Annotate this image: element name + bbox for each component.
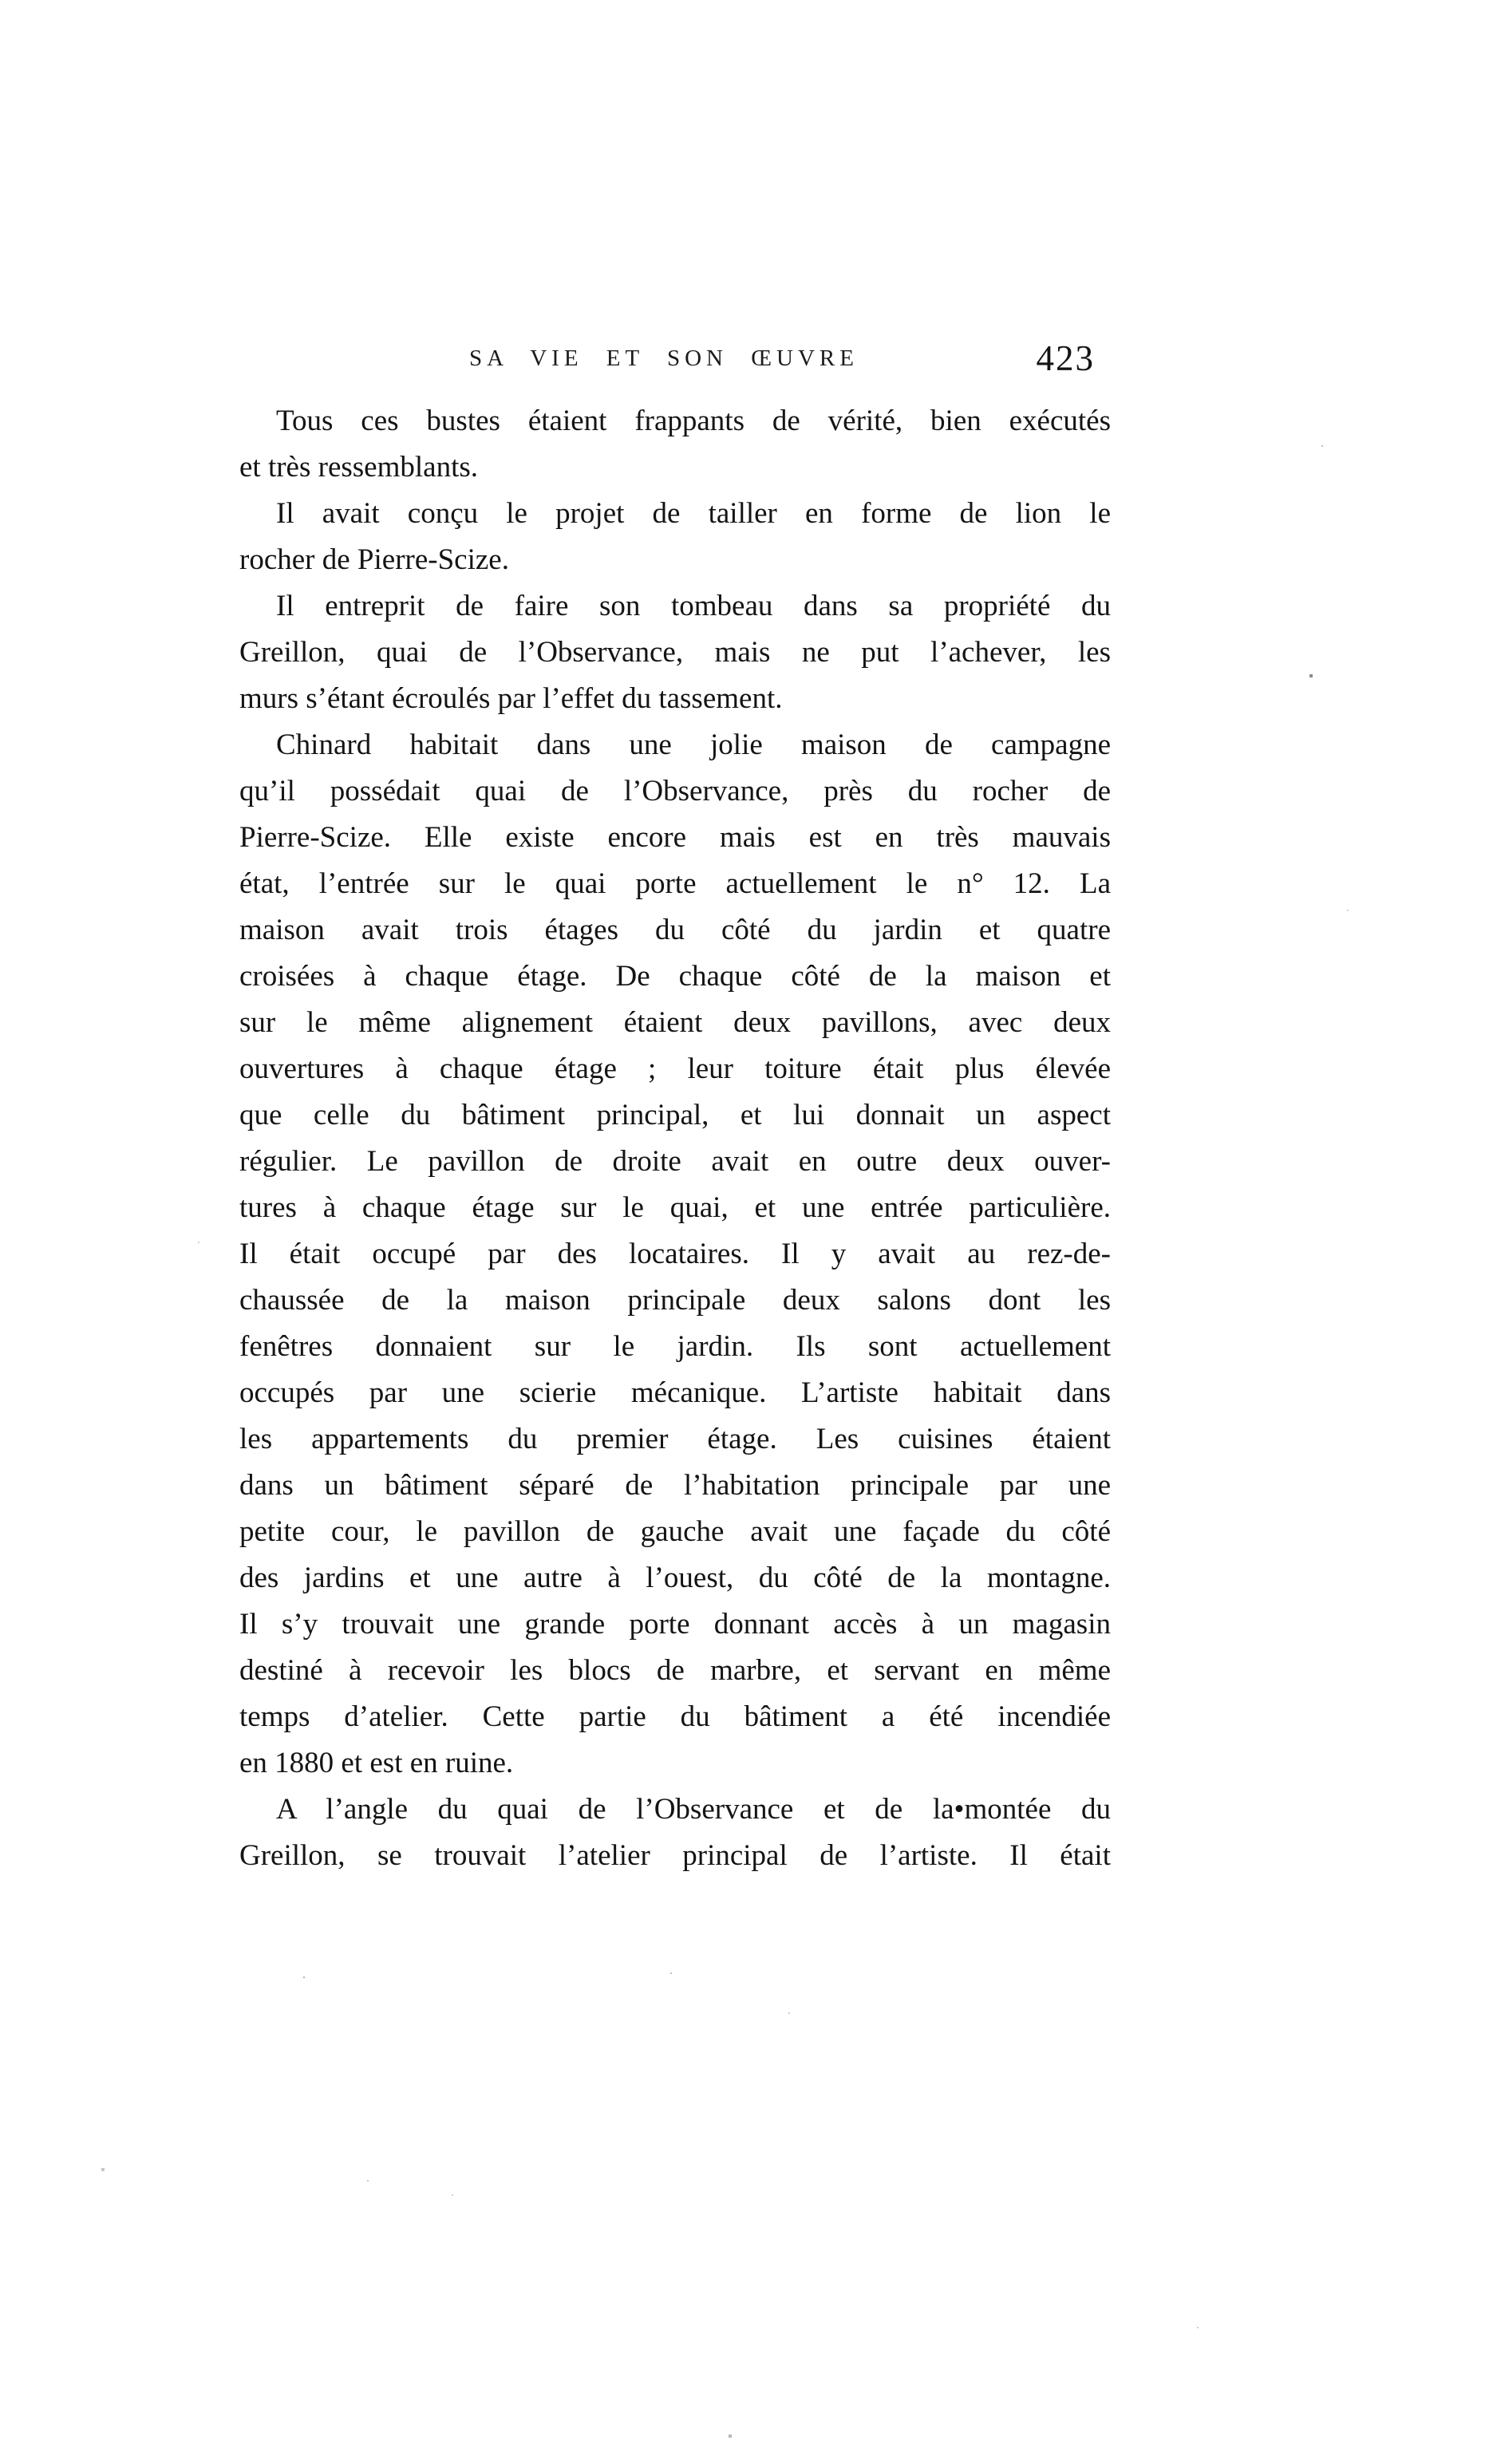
text-line: occupés par une scierie mécanique. L’artiste habitait dans xyxy=(239,1376,1111,1409)
text-line: chaussée de la maison principale deux salons dont les xyxy=(239,1284,1111,1317)
page-header xyxy=(239,338,1111,382)
running-title: SA VIE ET SON ŒUVRE xyxy=(469,346,859,371)
text-line: des jardins et une autre à l’ouest, du côté de la montagne. xyxy=(239,1562,1111,1594)
paragraph xyxy=(239,583,1111,722)
text-line: régulier. Le pavillon de droite avait en outre deux ouver- xyxy=(239,1145,1111,1178)
text-line: que celle du bâtiment principal, et lui donnait un aspect xyxy=(239,1099,1111,1131)
text-line: Il était occupé par des locataires. Il y avait au rez-de- xyxy=(239,1238,1111,1270)
text-line: murs s’étant écroulés par l’effet du tassement. xyxy=(239,682,783,715)
page-body xyxy=(239,398,1111,1879)
scan-speckles xyxy=(0,0,2,2)
text-line: Greillon, quai de l’Observance, mais ne put l’achever, les xyxy=(239,636,1111,669)
text-line: les appartements du premier étage. Les cuisines étaient xyxy=(239,1423,1111,1455)
paragraph xyxy=(239,398,1111,491)
text-line: en 1880 et est en ruine. xyxy=(239,1747,514,1779)
text-line: maison avait trois étages du côté du jardin et quatre xyxy=(239,914,1111,946)
text-line: rocher de Pierre-Scize. xyxy=(239,543,509,576)
text-line: qu’il possédait quai de l’Observance, près du rocher de xyxy=(239,775,1111,808)
text-line: ouvertures à chaque étage ; leur toiture était plus élevée xyxy=(239,1052,1111,1085)
text-line: sur le même alignement étaient deux pavillons, avec deux xyxy=(239,1006,1111,1039)
page-number: 423 xyxy=(1036,338,1095,378)
text-line: destiné à recevoir les blocs de marbre, et servant en même xyxy=(239,1654,1111,1687)
paragraph xyxy=(239,1787,1111,1879)
text-line: Il s’y trouvait une grande porte donnant accès à un magasin xyxy=(239,1608,1111,1641)
text-line: dans un bâtiment séparé de l’habitation principale par une xyxy=(239,1469,1111,1502)
text-line: Tous ces bustes étaient frappants de vérité, bien exécutés xyxy=(276,405,1111,437)
text-line: petite cour, le pavillon de gauche avait une façade du côté xyxy=(239,1515,1111,1548)
text-line: Chinard habitait dans une jolie maison de campagne xyxy=(276,729,1111,761)
text-line: tures à chaque étage sur le quai, et une entrée particulière. xyxy=(239,1191,1111,1224)
text-line: et très ressemblants. xyxy=(239,451,478,484)
paragraph xyxy=(239,491,1111,583)
text-line: A l’angle du quai de l’Observance et de la•montée du xyxy=(276,1793,1111,1826)
text-line: état, l’entrée sur le quai porte actuellement le n° 12. La xyxy=(239,867,1111,900)
text-column xyxy=(239,338,1111,1879)
paragraph xyxy=(239,722,1111,1787)
text-line: Il entreprit de faire son tombeau dans sa propriété du xyxy=(276,590,1111,622)
text-line: croisées à chaque étage. De chaque côté de la maison et xyxy=(239,960,1111,993)
text-line: Pierre-Scize. Elle existe encore mais est en très mauvais xyxy=(239,821,1111,854)
text-line: Il avait conçu le projet de tailler en forme de lion le xyxy=(276,497,1111,530)
text-line: Greillon, se trouvait l’atelier principal de l’artiste. Il était xyxy=(239,1839,1111,1872)
text-line: temps d’atelier. Cette partie du bâtiment a été incendiée xyxy=(239,1700,1111,1733)
text-line: fenêtres donnaient sur le jardin. Ils sont actuellement xyxy=(239,1330,1111,1363)
